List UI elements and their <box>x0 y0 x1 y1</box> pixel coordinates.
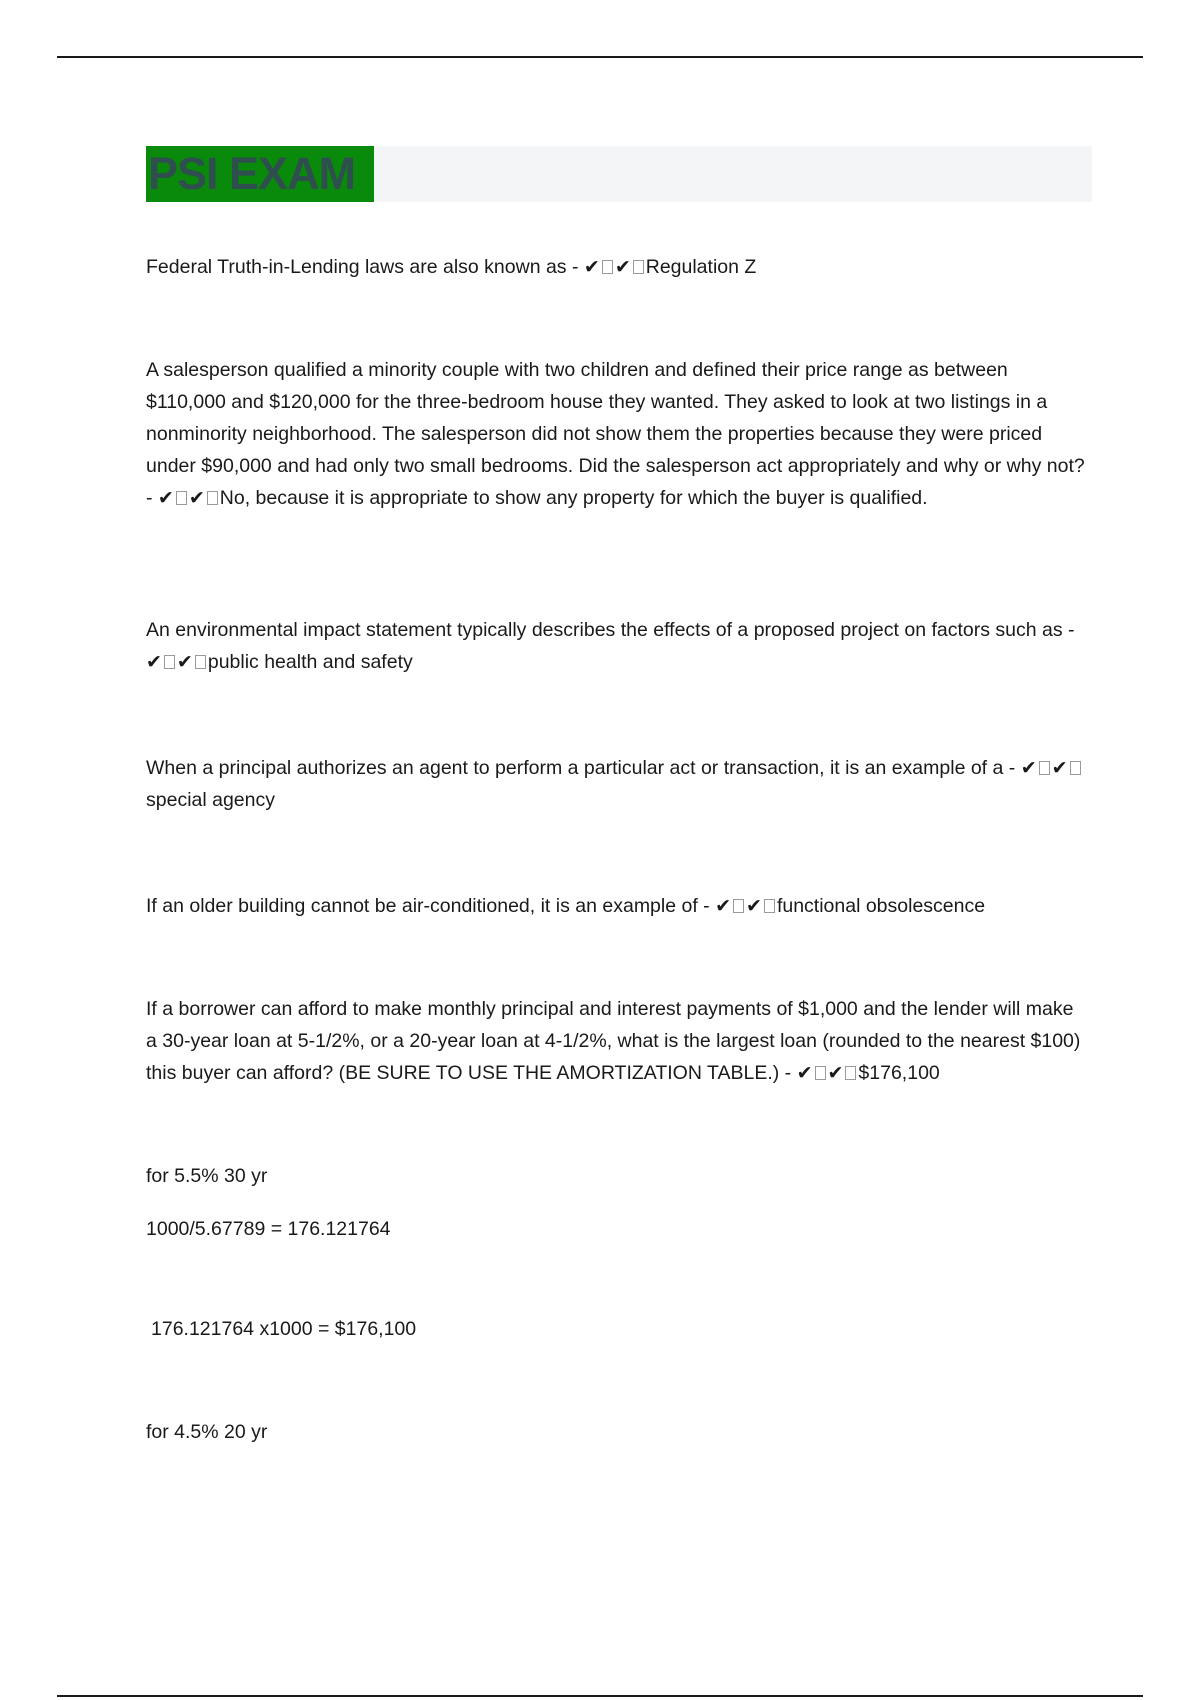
note-line: for 4.5% 20 yr <box>146 1421 268 1443</box>
qa-item <box>146 993 1086 1089</box>
answer-text: Regulation Z <box>645 256 757 278</box>
qa-item <box>146 614 1086 678</box>
box-icon <box>1070 761 1081 775</box>
question-text: An environmental impact statement typically describes the effects of a proposed project on factors such as - <box>146 619 1075 641</box>
check-icon: ✔ <box>796 1062 813 1084</box>
check-icon: ✔ <box>746 895 762 917</box>
check-icon: ✔ <box>188 487 205 509</box>
top-rule <box>57 56 1143 58</box>
check-icon: ✔ <box>1051 757 1068 779</box>
qa-item <box>146 752 1086 816</box>
check-icon: ✔ <box>715 895 732 917</box>
page-title: PSI EXAM <box>146 146 374 202</box>
answer-text: No, because it is appropriate to show any property for which the buyer is qualified. <box>219 487 928 509</box>
note-line: 1000/5.67789 = 176.121764 <box>146 1218 391 1240</box>
box-icon <box>845 1066 856 1080</box>
check-icon: ✔ <box>614 256 631 278</box>
answer-text: $176,100 <box>858 1062 940 1084</box>
box-icon <box>764 899 775 913</box>
box-icon <box>176 491 187 505</box>
check-icon: ✔ <box>583 256 600 278</box>
question-text: When a principal authorizes an agent to perform a particular act or transaction, it is an example of a - <box>146 757 1016 779</box>
box-icon <box>164 655 175 669</box>
box-icon <box>1039 761 1050 775</box>
qa-item <box>146 890 1086 922</box>
check-icon: ✔ <box>146 651 162 673</box>
question-text: Federal Truth-in-Lending laws are also known as - <box>146 256 579 278</box>
check-icon: ✔ <box>176 651 193 673</box>
answer-text: functional obsolescence <box>776 895 986 917</box>
box-icon <box>733 899 744 913</box>
note-line: for 5.5% 30 yr <box>146 1165 268 1187</box>
box-icon <box>633 260 644 274</box>
check-icon: ✔ <box>157 487 174 509</box>
qa-item <box>146 354 1086 514</box>
check-icon: ✔ <box>1020 757 1037 779</box>
question-text: If a borrower can afford to make monthly principal and interest payments of $1,000 and the lender will make a 30-year loan at 5-1/2%, or a 20-year loan at 4-1/2%, what is the largest loan (rounded to the nearest $100) this buyer can afford? (BE SURE TO USE THE AMORTIZATION TABLE.) - <box>146 998 1081 1084</box>
note-line: 176.121764 x1000 = $176,100 <box>151 1318 417 1340</box>
box-icon <box>602 260 613 274</box>
question-text: A salesperson qualified a minority couple with two children and defined their price range as between $110,000 and $120,000 for the three-bedroom house they wanted. They asked to look at two listings in a nonminority neighborhood. The salesperson did not show them the properties because they were priced under $90,000 and had only two small bedrooms. Did the salesperson act appropriately and why or why not? - <box>146 359 1085 509</box>
check-icon: ✔ <box>827 1062 844 1084</box>
box-icon <box>815 1066 826 1080</box>
qa-item <box>146 251 1086 283</box>
answer-text: public health and safety <box>207 651 413 673</box>
box-icon <box>207 491 218 505</box>
box-icon <box>195 655 206 669</box>
answer-text: special agency <box>146 789 275 811</box>
question-text: If an older building cannot be air-conditioned, it is an example of - <box>146 895 710 917</box>
bottom-rule <box>57 1695 1143 1697</box>
